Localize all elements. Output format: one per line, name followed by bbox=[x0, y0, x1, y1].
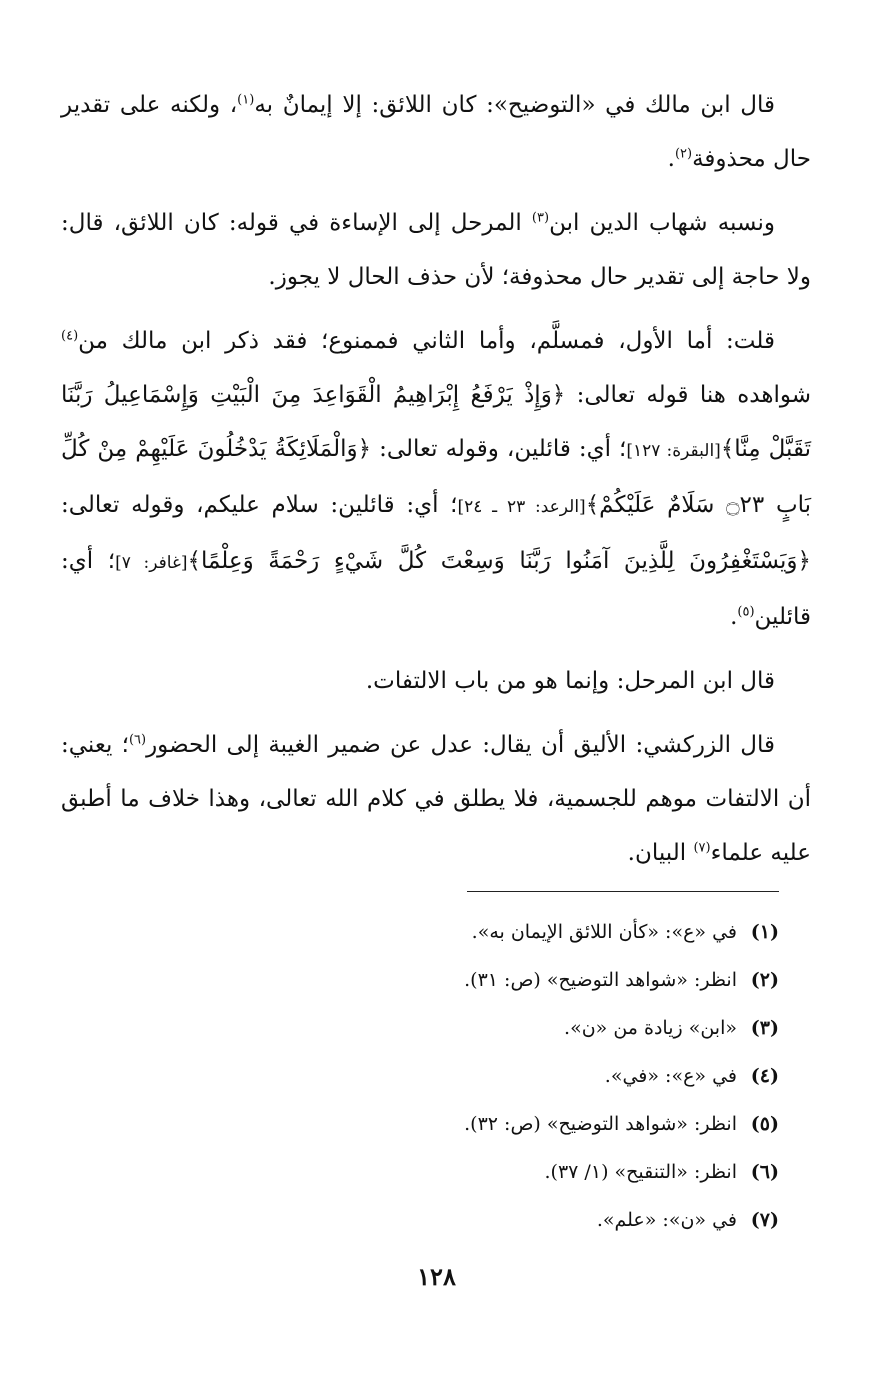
footnote-number: (٢) bbox=[750, 969, 779, 991]
quran-verse: ﴿وَإِذْ يَرْفَعُ إِبْرَاهِيمُ الْقَوَاعِدَ مِنَ الْبَيْتِ وَإِسْمَاعِيلُ رَبَّنَا تَقَبَّلْ مِنَّا﴾ bbox=[61, 382, 812, 462]
footnote-marker: (٣) bbox=[531, 210, 550, 226]
text-run: ؛ يعني: أن الالتفات موهم للجسمية، فلا يطلق في كلام الله تعالى، وهذا خلاف ما أطبق عليه علماء bbox=[61, 732, 811, 866]
footnote-number: (٣) bbox=[750, 1017, 779, 1039]
text-run: قال الزركشي: الأليق أن يقال: عدل عن ضمير الغيبة إلى الحضور bbox=[146, 732, 776, 758]
paragraph bbox=[61, 196, 811, 304]
footnote-divider bbox=[467, 891, 779, 892]
footnote-number: (٥) bbox=[750, 1113, 779, 1135]
footnote-number: (٦) bbox=[750, 1161, 779, 1183]
text-run: ؛ أي: قائلين، وقوله تعالى: bbox=[371, 436, 627, 462]
paragraph bbox=[61, 654, 811, 708]
verse-reference: [البقرة: ١٢٧] bbox=[626, 441, 721, 461]
footnote-item bbox=[79, 1148, 779, 1196]
footnote-item bbox=[79, 1004, 779, 1052]
footnote-number: (٧) bbox=[750, 1209, 779, 1231]
verse-reference: [الرعد: ٢٣ ـ ٢٤] bbox=[457, 497, 586, 517]
verse-reference: [غافر: ٧] bbox=[115, 553, 188, 573]
footnote-marker: (٧) bbox=[693, 840, 711, 856]
text-run: البيان. bbox=[627, 840, 694, 866]
footnote-text: انظر: «شواهد التوضيح» (ص: ٣٢). bbox=[464, 1113, 737, 1135]
footnote-text: في «ن»: «علم». bbox=[596, 1209, 737, 1231]
text-run: شواهده هنا قوله تعالى: bbox=[565, 382, 812, 408]
text-run: ، ولكنه على تقدير حال محذوفة bbox=[61, 92, 811, 172]
text-run: ونسبه شهاب الدين ابن bbox=[549, 210, 775, 236]
footnote-marker: (٦) bbox=[128, 732, 147, 748]
footnote-text: في «ع»: «كأن اللائق الإيمان به». bbox=[471, 921, 737, 943]
footnote-item bbox=[79, 956, 779, 1004]
footnote-item bbox=[79, 1052, 779, 1100]
text-run: ؛ أي: قائلين bbox=[61, 548, 811, 630]
footnote-item bbox=[79, 1196, 779, 1244]
paragraph bbox=[61, 314, 811, 644]
text-run: . bbox=[730, 604, 738, 630]
text-run: قال ابن مالك في «التوضيح»: كان اللائق: إلا إيمانٌ به bbox=[254, 92, 776, 118]
footnote-text: انظر: «شواهد التوضيح» (ص: ٣١). bbox=[464, 969, 737, 991]
footnote-text: في «ع»: «في». bbox=[604, 1065, 737, 1087]
quran-verse: ﴿وَيَسْتَغْفِرُونَ لِلَّذِينَ آمَنُوا رَبَّنَا وَسِعْتَ كُلَّ شَيْءٍ رَحْمَةً وَعِلْمًا﴾ bbox=[187, 548, 812, 574]
text-run: المرحل إلى الإساءة في قوله: كان اللائق، قال: ولا حاجة إلى تقدير حال محذوفة؛ لأن حذف الحال لا يجوز. bbox=[61, 210, 811, 290]
paragraph bbox=[61, 78, 811, 186]
footnote-item bbox=[79, 1100, 779, 1148]
text-run: . bbox=[667, 146, 675, 172]
footnotes-section bbox=[79, 908, 779, 1244]
text-run: ؛ أي: قائلين: سلام عليكم، وقوله تعالى: bbox=[61, 492, 458, 518]
footnote-number: (٤) bbox=[750, 1065, 779, 1087]
paragraph bbox=[61, 718, 811, 880]
footnote-text: «ابن» زيادة من «ن». bbox=[564, 1017, 737, 1039]
footnote-text: انظر: «التنقيح» (١/ ٣٧). bbox=[544, 1161, 737, 1183]
page-number: ١٢٨ bbox=[417, 1262, 456, 1291]
footnote-marker: (٤) bbox=[61, 328, 79, 344]
text-run: قلت: أما الأول، فمسلَّم، وأما الثاني فممنوع؛ فقد ذكر ابن مالك من bbox=[78, 328, 775, 354]
footnote-marker: (٥) bbox=[737, 604, 755, 620]
quran-verse: ﴿وَالْمَلَائِكَةُ يَدْخُلُونَ عَلَيْهِمْ مِنْ كُلِّ بَابٍ ۝٢٣ سَلَامٌ عَلَيْكُمْ﴾ bbox=[61, 436, 812, 518]
text-run: قال ابن المرحل: وإنما هو من باب الالتفات. bbox=[365, 668, 775, 694]
footnote-marker: (٢) bbox=[674, 146, 693, 162]
footnote-marker: (١) bbox=[237, 92, 255, 108]
main-text bbox=[61, 78, 811, 890]
footnote-item bbox=[79, 908, 779, 956]
footnote-number: (١) bbox=[750, 921, 779, 943]
